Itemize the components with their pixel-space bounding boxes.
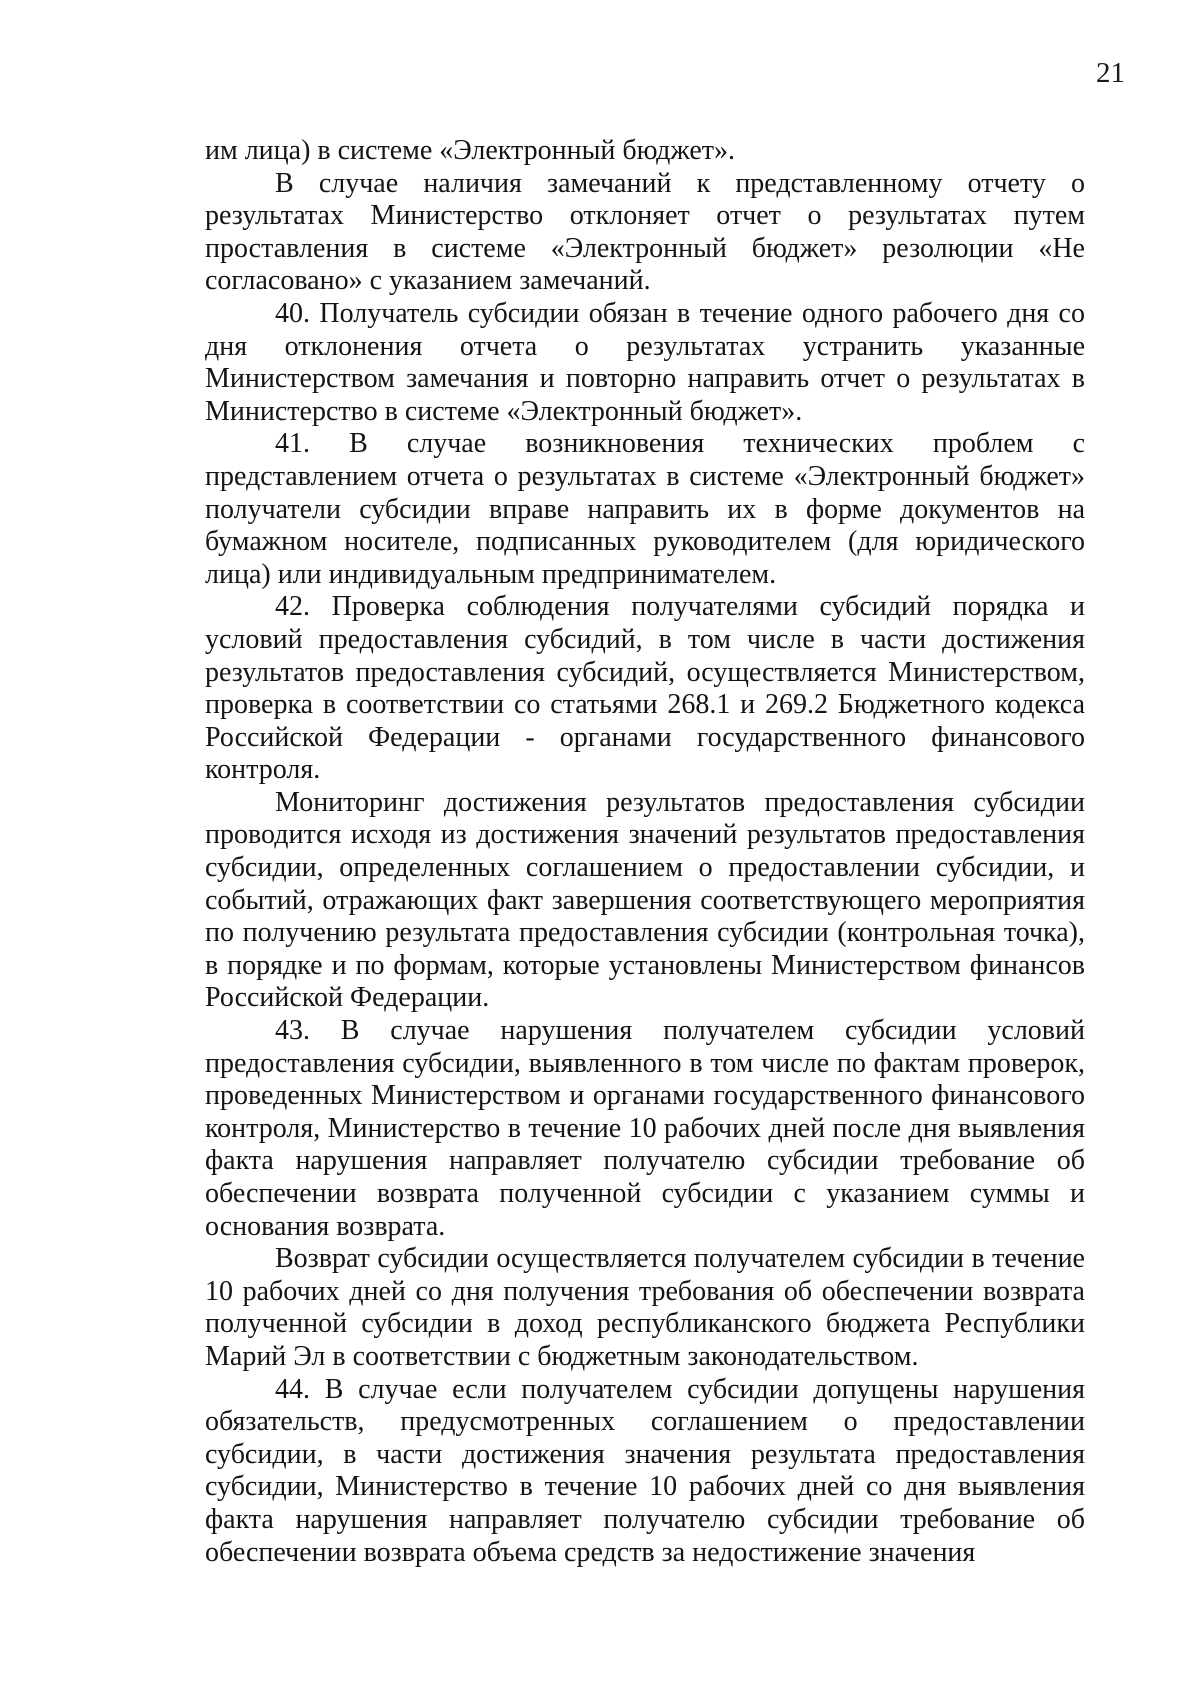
page-number: 21 — [1096, 57, 1125, 89]
paragraph-remarks-rejection: В случае наличия замечаний к представленному отчету о результатах Министерство отклоняет отчет о результатах путем проставления в системе «Электронный бюджет» резолюции «Не согласовано» с указанием замечаний. — [205, 167, 1085, 297]
paragraph-clause-41: 41. В случае возникновения технических проблем с представлением отчета о результатах в системе «Электронный бюджет» получатели субсидии вправе направить их в форме документов на бумажном носителе, подписанных руководителем (для юридического лица) или индивидуальным предпринимателем. — [205, 428, 1085, 590]
paragraph-clause-40: 40. Получатель субсидии обязан в течение одного рабочего дня со дня отклонения отчета о результатах устранить указанные Министерством замечания и повторно направить отчет о результатах в Министерство в системе «Электронный бюджет». — [205, 297, 1085, 427]
paragraph-clause-44: 44. В случае если получателем субсидии допущены нарушения обязательств, предусмотренных соглашением о предоставлении субсидии, в части достижения значения результата предоставления субсидии, Министерство в течение 10 рабочих дней со дня выявления факта нарушения направляет получателю субсидии требование об обеспечении возврата объема средств за недостижение значения — [205, 1373, 1085, 1568]
paragraph-monitoring: Мониторинг достижения результатов предоставления субсидии проводится исходя из достижения значений результатов предоставления субсидии, определенных соглашением о предоставлении субсидии, и событий, отражающих факт завершения соответствующего мероприятия по получению результата предоставления субсидии (контрольная точка), в порядке и по формам, которые установлены Министерством финансов Российской Федерации. — [205, 786, 1085, 1014]
paragraph-continuation: им лица) в системе «Электронный бюджет». — [205, 135, 735, 166]
paragraph-clause-42: 42. Проверка соблюдения получателями субсидий порядка и условий предоставления субсидий, в том числе в части достижения результатов предоставления субсидий, осуществляется Министерством, проверка в соответствии со статьями 268.1 и 269.2 Бюджетного кодекса Российской Федерации - органами государственного финансового контроля. — [205, 591, 1085, 786]
document-body — [205, 135, 1085, 1569]
paragraph-refund: Возврат субсидии осуществляется получателем субсидии в течение 10 рабочих дней со дня получения требования об обеспечении возврата полученной субсидии в доход республиканского бюджета Республики Марий Эл в соответствии с бюджетным законодательством. — [205, 1243, 1085, 1372]
paragraph-clause-43: 43. В случае нарушения получателем субсидии условий предоставления субсидии, выявленного в том числе по фактам проверок, проведенных Министерством и органами государственного финансового контроля, Министерство в течение 10 рабочих дней после дня выявления факта нарушения направляет получателю субсидии требование об обеспечении возврата полученной субсидии с указанием суммы и основания возврата. — [205, 1015, 1085, 1242]
